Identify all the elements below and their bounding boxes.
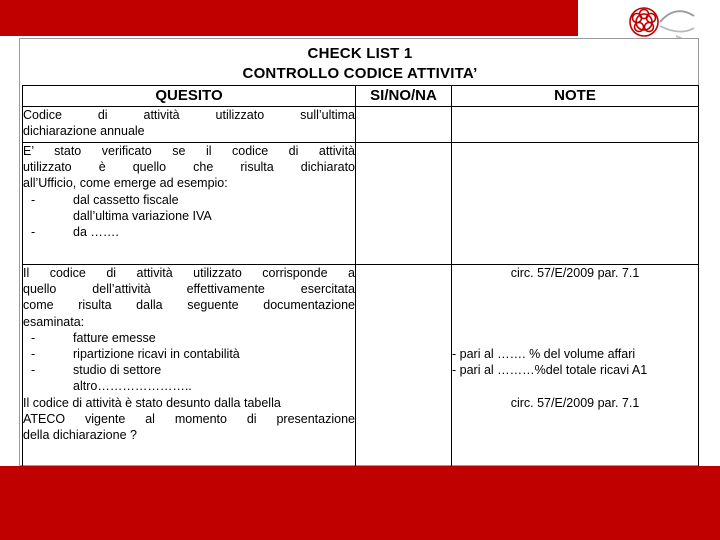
list-item: - dal cassetto fiscale <box>31 192 179 207</box>
list-item: - fatture emesse <box>31 330 156 345</box>
checklist-table <box>22 85 699 467</box>
question-cell <box>23 265 356 467</box>
top-red-bar <box>0 0 578 36</box>
question-text: dichiarazione annuale <box>23 124 145 139</box>
list-item-text: fatture emesse <box>73 330 156 345</box>
note-reference: circ. 57/E/2009 par. 7.1 <box>510 266 640 280</box>
list-item-text: studio di settore <box>73 363 162 378</box>
note-cell[interactable] <box>452 107 699 143</box>
question-text: quello dell’attività effettivamente esercitata <box>23 282 355 297</box>
list-item-text: da ……. <box>73 225 119 240</box>
question-text: ATECO vigente al momento di presentazione <box>23 411 355 426</box>
list-item-text: altro………………….. <box>73 379 192 394</box>
checklist-document <box>19 38 699 466</box>
question-text: Il codice di attività utilizzato corrisponde a <box>23 266 355 280</box>
question-text: Il codice di attività è stato desunto dalla tabella <box>23 395 281 410</box>
table-row <box>23 143 699 265</box>
list-item-text: dall’ultima variazione IVA <box>73 208 212 223</box>
question-text: utilizzato è quello che risulta dichiarato <box>23 160 355 175</box>
note-percentage: - pari al ………%del totale ricavi A1 <box>452 363 648 378</box>
note-cell[interactable] <box>452 143 699 265</box>
note-reference: circ. 57/E/2009 par. 7.1 <box>510 395 640 410</box>
column-header-note: NOTE <box>452 86 699 107</box>
question-text: Codice di attività utilizzato sull’ultima <box>23 108 355 122</box>
question-cell <box>23 107 356 143</box>
column-header-quesito: QUESITO <box>23 86 356 107</box>
question-text: della dichiarazione ? <box>23 428 137 443</box>
column-header-si-no-na: SI/NO/NA <box>356 86 452 107</box>
list-item-text: ripartizione ricavi in contabilità <box>73 347 240 362</box>
note-percentage: - pari al ……. % del volume affari <box>452 346 636 361</box>
document-subtitle: CONTROLLO CODICE ATTIVITA’ <box>242 65 478 82</box>
question-text: E’ stato verificato se il codice di attività <box>23 144 355 158</box>
list-item-text: dal cassetto fiscale <box>73 192 179 207</box>
answer-cell[interactable] <box>356 143 452 265</box>
answer-cell[interactable] <box>356 265 452 467</box>
question-cell <box>23 143 356 265</box>
document-title: CHECK LIST 1 <box>307 45 413 62</box>
question-text: esaminata: <box>23 314 85 329</box>
question-text: all’Ufficio, come emerge ad esempio: <box>23 176 228 191</box>
note-cell[interactable] <box>452 265 699 467</box>
question-text: come risulta dalla seguente documentazione <box>23 298 355 313</box>
list-item: - da ……. <box>31 225 119 240</box>
table-row <box>23 265 699 467</box>
list-item: - ripartizione ricavi in contabilità <box>31 347 240 362</box>
table-row <box>23 107 699 143</box>
table-header-row <box>23 86 699 107</box>
list-item: - studio di settore <box>31 363 162 378</box>
answer-cell[interactable] <box>356 107 452 143</box>
bottom-red-bar <box>0 466 720 540</box>
